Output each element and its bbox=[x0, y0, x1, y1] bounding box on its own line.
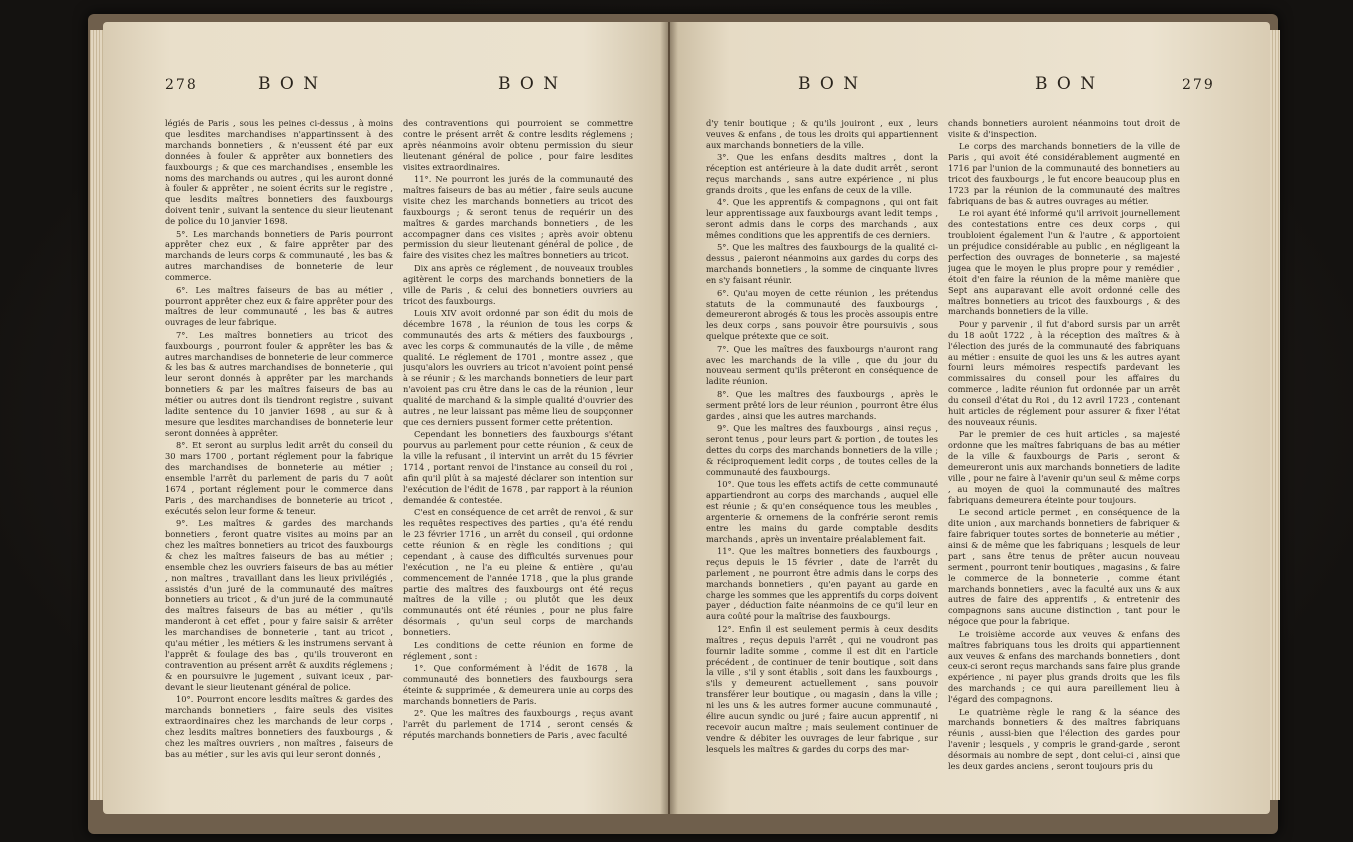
paragraph: Par le premier de ces huit articles , sa majesté ordonne que les maîtres fabriquans de bas au métier de la ville & fauxbourgs de Paris , seront & demeureront unis aux marchands bonnetiers de ladite ville , pour ne faire à l'avenir qu'un seul & même corps , au moyen de quoi la communauté des maîtres fabriquans demeurera éteinte pour toujours. bbox=[948, 429, 1180, 505]
right-page-number: 279 bbox=[1182, 77, 1215, 93]
book-gutter bbox=[660, 22, 678, 814]
paragraph: 1°. Que conformément à l'édit de 1678 , la communauté des bonnetiers des fauxbourgs sera éteinte & supprimée , & demeurera unie au corps des marchands bonnetiers de Paris. bbox=[403, 662, 633, 706]
paragraph: 9°. Que les maîtres des fauxbourgs , ainsi reçus , seront tenus , pour leurs part & portion , de toutes les dettes du corps des marchands bonnetiers de la ville ; & réciproquement ledit corps , de toutes celles de la communauté des fauxbourgs. bbox=[706, 422, 938, 477]
paragraph: 2°. Que les maîtres des fauxbourgs , reçus avant l'arrêt du parlement de 1714 , seront censés & réputés marchands bonnetiers de Paris , avec faculté bbox=[403, 708, 633, 740]
paragraph: Cependant les bonnetiers des fauxbourgs s'étant pourvus au parlement pour cette réunion , & ceux de la ville la refusant , il intervint un arrêt du 15 février 1714 , portant renvoi de l'instance au conseil du roi , afin qu'il plût à sa majesté déclarer son intention sur l'exécution de l'édit de 1678 , par rapport à la réunion demandée & contestée. bbox=[403, 429, 633, 505]
right-head-word-1: B O N bbox=[798, 74, 861, 94]
left-column-2 bbox=[403, 118, 633, 828]
paragraph: Pour y parvenir , il fut d'abord sursis par un arrêt du 18 août 1722 , à la réception des maîtres & à l'élection des jurés de la communauté des fabriquans au métier : ensuite de quoi les uns & les autres ayant fourni leurs mémoires respectifs pardevant les commissaires du conseil pour les affaires du commerce , ladite réunion fut ordonnée par un arrêt du conseil d'état du Roi , du 12 avril 1723 , contenant huit articles de réglement pour assurer & fixer l'état des nouveaux réunis. bbox=[948, 318, 1180, 427]
right-running-head bbox=[670, 74, 1270, 108]
left-page bbox=[103, 22, 668, 814]
paragraph: des contraventions qui pourroient se commettre contre le présent arrêt & contre lesdits réglemens ; après néanmoins avoir obtenu permission du sieur lieutenant général de police , pour faire lesdites visites extraordinaires. bbox=[403, 118, 633, 172]
paragraph: 9°. Les maîtres & gardes des marchands bonnetiers , feront quatre visites au moins par an chez les maîtres bonnetiers au tricot des fauxbourgs & chez les maîtres faiseurs de bas au métier ; ensemble chez les ouvriers faiseurs de bas au métier , non maîtres , travaillant dans les lieux privilégiés , assistés d'un juré de la communauté des maîtres bonnetiers au tricot , & d'un juré de la communauté des maîtres faiseurs de bas au métier , qu'ils manderont à cet effet , pour y faire saisir & arrêter les marchandises de bonneterie , tant au tricot , qu'au métier , les métiers & les instrumens servant à l'apprêt & foulage des bas , qu'ils trouveront en contravention au présent arrêt & auxdits réglemens ; & en poursuivre le jugement , suivant iceux , par-devant le sieur lieutenant général de police. bbox=[165, 518, 393, 692]
paragraph: légiés de Paris , sous les peines ci-dessus , à moins que lesdites marchandises n'appartinssent à des marchands bonnetiers , & n'eussent été par eux données à fouler & apprêter aux bonnetiers des fauxbourgs ; & que ces marchandises , ensemble les noms des marchands ou autres , qui les auront donné à fouler & apprêter , ne soient écrits sur le registre , que lesdits maîtres bonnetiers des fauxbourgs doivent tenir , suivant la sentence du sieur lieutenant de police du 10 janvier 1698. bbox=[165, 118, 393, 227]
paragraph: 10°. Que tous les effets actifs de cette communauté appartiendront au corps des marchands , auquel elle est réunie ; & qu'en conséquence tous les meubles , argenterie & ornemens de la confrérie seront remis entre les mains du garde comptable desdits marchands , après un inventaire préalablement fait. bbox=[706, 479, 938, 544]
left-column-1 bbox=[165, 118, 393, 828]
paragraph: chands bonnetiers auroient néanmoins tout droit de visite & d'inspection. bbox=[948, 118, 1180, 139]
paragraph: 5°. Les marchands bonnetiers de Paris pourront apprêter chez eux , & faire apprêter par des marchands de leurs corps & communauté , les bas & autres marchandises de bonneterie de leur commerce. bbox=[165, 228, 393, 283]
paragraph: Le corps des marchands bonnetiers de la ville de Paris , qui avoit été considérablement augmenté en 1716 par l'union de la communauté des bonnetiers au tricot des fauxbourgs , le fut encore beaucoup plus en 1723 par la réunion de la communauté des maîtres fabriquans de bas & autres ouvrages au métier. bbox=[948, 141, 1180, 206]
paragraph: 6°. Qu'au moyen de cette réunion , les prétendus statuts de la communauté des fauxbourgs , demeureront abrogés & tous les procès assoupis entre les deux corps , sans pouvoir être poursuivis , sous quelque prétexte que ce soit. bbox=[706, 287, 938, 342]
right-column-2 bbox=[948, 118, 1180, 828]
paragraph: 4°. Que les apprentifs & compagnons , qui ont fait leur apprentissage aux fauxbourgs avant ledit temps , seront admis dans le corps des marchands , aux mêmes conditions que les apprentifs de ces derniers. bbox=[706, 197, 938, 241]
paragraph: Le roi ayant été informé qu'il arrivoit journellement des contestations entre ces deux corps , qui troubloient également l'un & l'autre , & apportoient un préjudice considérable au public , en négligeant la perfection des ouvrages de bonneterie , sa majesté jugea que le moyen le plus propre pour y remédier , étoit d'en faire la réunion de la même manière que Sept ans auparavant elle avoit ordonné celle des maîtres bonnetiers au tricot des fauxbourgs , & des marchands bonnetiers de la ville. bbox=[948, 208, 1180, 317]
paragraph: 5°. Que les maîtres des fauxbourgs de la qualité ci-dessus , paieront néanmoins aux gardes du corps des marchands bonnetiers , la somme de cinquante livres en s'y faisant réunir. bbox=[706, 242, 938, 286]
paragraph: C'est en conséquence de cet arrêt de renvoi , & sur les requêtes respectives des parties , qu'a été rendu le 23 février 1716 , un arrêt du conseil , qui ordonne cette réunion & en règle les conditions ; qui cependant , à cause des difficultés survenues pour l'exécution , ne l'a eu pleine & entière , qu'au commencement de l'année 1718 , que la plus grande partie des maîtres des fauxbourgs ont été reçus maîtres de la ville ; ou plutôt que les deux communautés ont été réunies , pour ne plus faire désormais , qu'un seul corps de marchands bonnetiers. bbox=[403, 507, 633, 638]
paragraph: d'y tenir boutique ; & qu'ils jouiront , eux , leurs veuves & enfans , de tous les droits qui appartiennent aux marchands bonnetiers de la ville. bbox=[706, 118, 938, 150]
paragraph: 11°. Ne pourront les jurés de la communauté des maîtres faiseurs de bas au métier , faire seuls aucune visite chez les marchands bonnetiers au tricot des fauxbourgs ; & seront tenus de requérir un des maîtres & gardes marchands bonnetiers , de les accompagner dans ces visites ; après avoir obtenu permission du sieur lieutenant général de police , de faire des visites chez les maîtres bonnetiers au tricot. bbox=[403, 174, 633, 261]
left-head-word-2: B O N bbox=[498, 74, 561, 94]
right-head-word-2: B O N bbox=[1035, 74, 1098, 94]
paragraph: Le troisième accorde aux veuves & enfans des maîtres fabriquans tous les droits qui appartiennent aux veuves & enfans des marchands bonnetiers , dont ceux-ci seront reçus marchands sans faire plus grande expérience , ni payer plus grands droits que les fils des marchands ; ce qui aura pareillement lieu à l'égard des compagnons. bbox=[948, 628, 1180, 705]
right-column-1 bbox=[706, 118, 938, 828]
paragraph: Le second article permet , en conséquence de la dite union , aux marchands bonnetiers de fabriquer & faire fabriquer toutes sortes de bonneterie au métier , ainsi & de même que les fabriquans ; lesquels de leur part , sans être tenus de prêter aucun nouveau serment , pourront tenir boutiques , magasins , & faire le commerce de la bonneterie , comme étant marchands bonnetiers , avec la faculté aux uns & aux autres de faire des apprentifs , & entretenir des compagnons sans aucune distinction , tant pour le négoce que pour la fabrique. bbox=[948, 507, 1180, 627]
paragraph: 6°. Les maîtres faiseurs de bas au métier , pourront apprêter chez eux & faire apprêter pour des maîtres de leur communauté , les bas & autres ouvrages de leur fabrique. bbox=[165, 284, 393, 328]
paragraph: Les conditions de cette réunion en forme de réglement , sont : bbox=[403, 639, 633, 661]
left-running-head bbox=[103, 74, 668, 108]
paragraph: 3°. Que les enfans desdits maîtres , dont la réception est antérieure à la date dudit arrêt , seront reçus marchands , sans autre expérience , ni plus grands droits , que les enfans de ceux de la ville. bbox=[706, 152, 938, 195]
left-head-word-1: B O N bbox=[258, 74, 321, 94]
paragraph: 7°. Que les maîtres des fauxbourgs n'auront rang avec les marchands de la ville , que du jour du nouveau serment qu'ils prêteront en conséquence de ladite réunion. bbox=[706, 343, 938, 387]
paragraph: 8°. Et seront au surplus ledit arrêt du conseil du 30 mars 1700 , portant réglement pour la fabrique des marchandises de bonneterie au métier ; ensemble l'arrêt du parlement de paris du 7 août 1674 , portant réglement pour le commerce dans Paris , des marchandises de bonneterie au tricot , exécutés selon leur forme & teneur. bbox=[165, 440, 393, 516]
paragraph: Le quatrième règle le rang & la séance des marchands bonnetiers & des maîtres fabriquans réunis , aussi-bien que l'élection des gardes pour l'avenir ; lesquels , y compris le grand-garde , seront désormais au nombre de sept , dont celui-ci , ainsi que les deux gardes anciens , seront toujours pris du bbox=[948, 706, 1180, 772]
page-edges-left bbox=[90, 30, 104, 800]
paragraph: Louis XIV avoit ordonné par son édit du mois de décembre 1678 , la réunion de tous les corps & communautés des arts & métiers des fauxbourgs , avec les corps & communautés de la ville , de même qualité. Le réglement de 1701 , montre assez , que jusqu'alors les ouvriers au tricot n'avoient point pensé à se réunir ; & les marchands bonnetiers de leur part n'avoient pas cru être dans le cas de la réunion , leur qualité de marchand & la simple qualité d'ouvrier des autres , ne leur laissant pas même lieu de soupçonner que ces derniers pussent former cette prétention. bbox=[403, 307, 633, 427]
left-page-number: 278 bbox=[165, 77, 198, 93]
paragraph: Dix ans après ce réglement , de nouveaux troubles agitèrent le corps des marchands bonnetiers de la ville de Paris , & celui des bonnetiers ouvriers au tricot des fauxbourgs. bbox=[403, 262, 633, 306]
paragraph: 12°. Enfin il est seulement permis à ceux desdits maîtres , reçus depuis l'arrêt , qui ne voudront pas fournir ladite somme , comme il est dit en l'article précédent , de continuer de tenir boutique , soit dans la ville , s'il y sont établis , soit dans les fauxbourgs , s'ils y demeurent actuellement , sans pouvoir transférer leur boutique , ou magasin , dans la ville ; ni les uns & les autres former aucune communauté , élire aucun syndic ou juré ; faire aucun apprentif , ni recevoir aucun maître ; mais seulement continuer de vendre & débiter les ouvrages de leur fabrique , sur lesquels les maîtres & gardes du corps des mar- bbox=[706, 623, 938, 754]
paragraph: 7°. Les maîtres bonnetiers au tricot des fauxbourgs , pourront fouler & apprêter les bas & autres marchandises de bonneterie de leur commerce & les bas & autres marchandises de bonneterie , qui leur seront donnés à apprêter par les marchands bonnetiers & par les maîtres faiseurs de bas au métier ou autres dont ils tiendront registre , suivant ladite sentence du 10 janvier 1698 , au sur & à mesure que lesdites marchandises de bonneterie leur seront données à apprêter. bbox=[165, 329, 393, 438]
right-page bbox=[670, 22, 1270, 814]
paragraph: 8°. Que les maîtres des fauxbourgs , après le serment prêté lors de leur réunion , pourront être élus gardes , ainsi que les autres marchands. bbox=[706, 388, 938, 421]
paragraph: 11°. Que les maîtres bonnetiers des fauxbourgs , reçus depuis le 15 février , date de l'arrêt du parlement , ne pourront être admis dans le corps des marchands bonnetiers , qu'en payant au garde en charge les sommes que les apprentifs du corps doivent payer , déduction faite néanmoins de ce qu'il leur en aura coûté pour la maîtrise des fauxbourgs. bbox=[706, 545, 938, 622]
paragraph: 10°. Pourront encore lesdits maîtres & gardes des marchands bonnetiers , faire seuls des visites extraordinaires chez les marchands de leur corps , chez lesdits maîtres bonnetiers des fauxbourgs , & chez les maîtres ouvriers , non maîtres , faiseurs de bas au métier , sur les avis qui leur seront donnés , bbox=[165, 694, 393, 759]
